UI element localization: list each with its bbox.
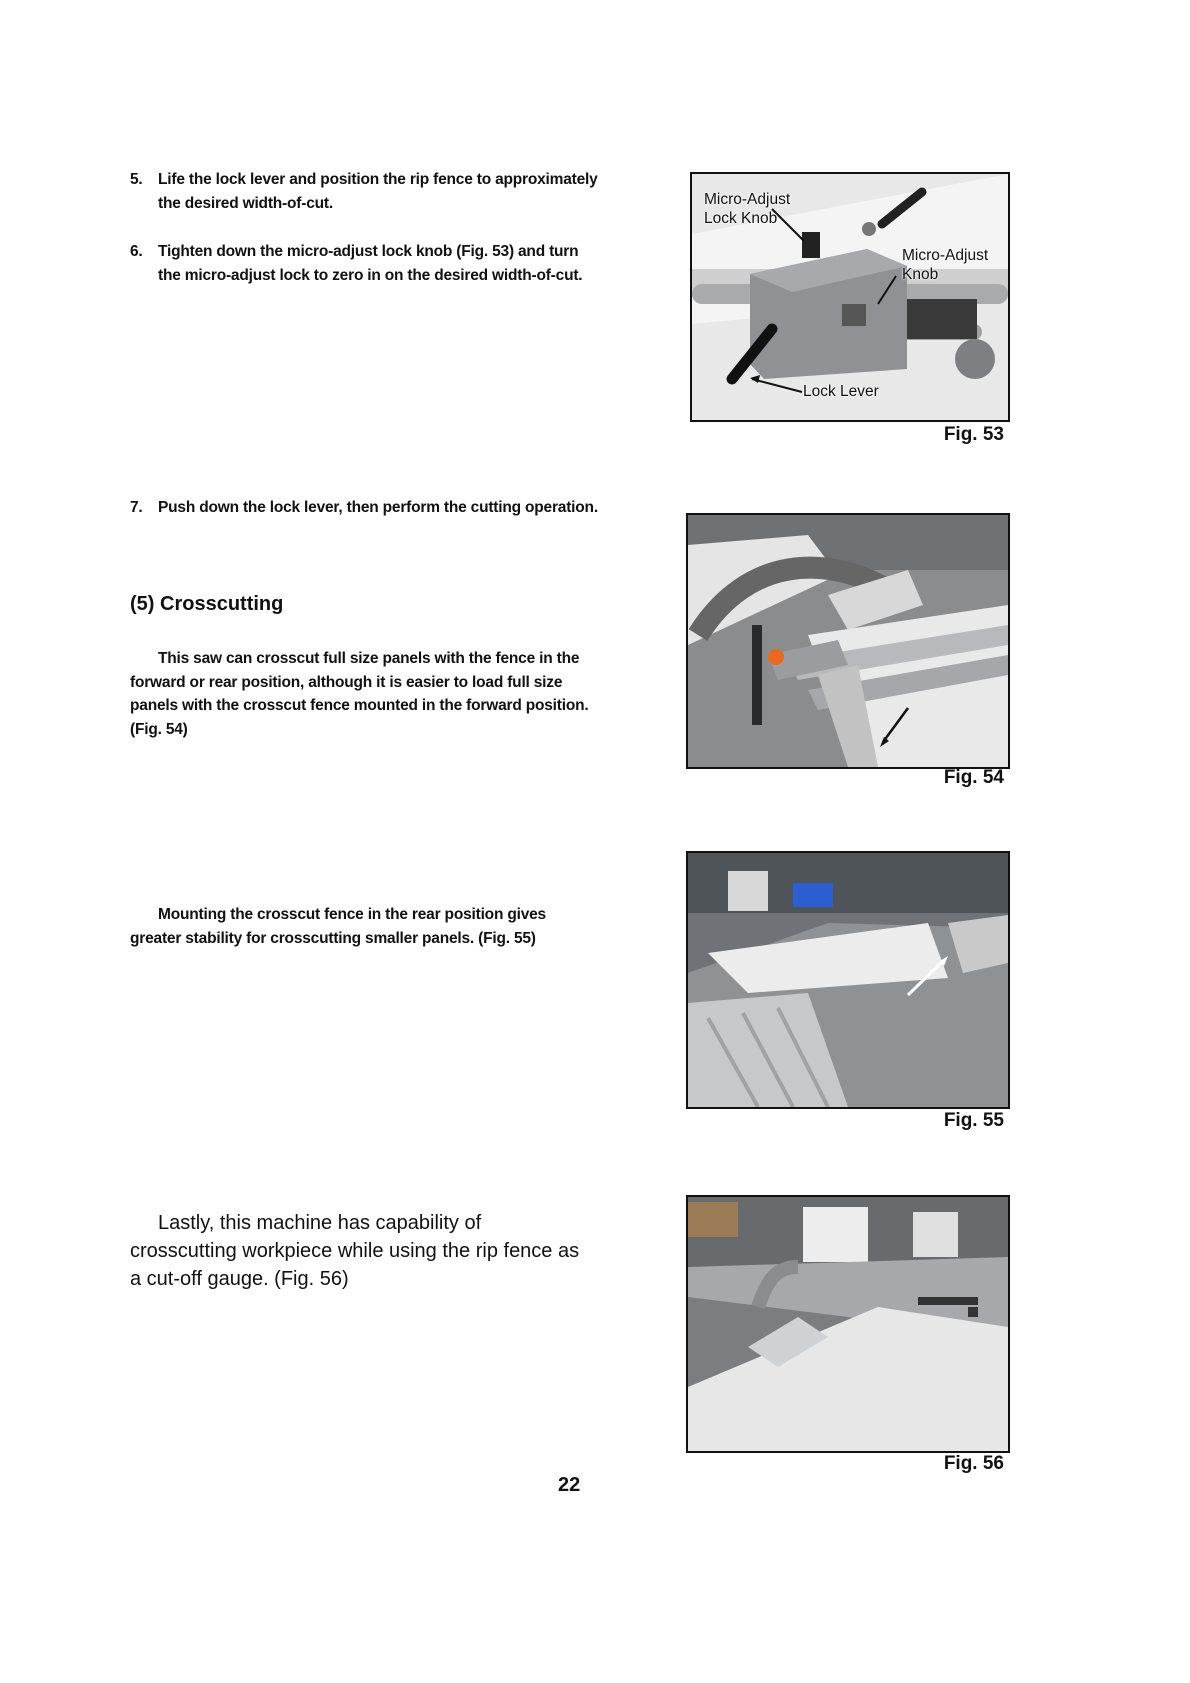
fig56-caption: Fig. 56 — [943, 1453, 1004, 1474]
step-7-text: Push down the lock lever, then perform the cutting operation. — [158, 499, 598, 516]
callout-micro-adjust-lock-knob — [704, 190, 790, 228]
fig55-caption: Fig. 55 — [943, 1110, 1004, 1131]
step-5-text: Life the lock lever and position the rip fence to approximately the desired width-of-cut. — [158, 171, 598, 212]
callout-adjust-knob-line-2: Knob — [902, 266, 939, 283]
figure-53-rip-fence-photo — [690, 172, 1010, 422]
fig54-illustration — [688, 515, 1008, 767]
paragraph-full-size-panels: This saw can crosscut full size panels with the fence in the forward or rear position, although it is easier to load full size panels with the crosscut fence mounted in the forward position. (Fig. 54) — [130, 650, 589, 738]
fig53-caption: Fig. 53 — [943, 424, 1004, 445]
paragraph-cut-off-gauge: Lastly, this machine has capability of crosscutting workpiece while using the rip fence as a cut-off gauge. (Fig. 56) — [130, 1212, 580, 1290]
fig54-caption: Fig. 54 — [943, 767, 1004, 788]
step-5 — [130, 168, 610, 218]
step-6-number: 6. — [130, 243, 143, 260]
fig56-illustration — [688, 1197, 1008, 1451]
callout-lock-knob-line-1: Micro-Adjust — [704, 191, 791, 208]
figure-54-crosscut-forward-photo — [686, 513, 1010, 769]
callout-micro-adjust-knob — [902, 246, 988, 284]
step-5-number: 5. — [130, 171, 143, 188]
figure-55-crosscut-rear-photo — [686, 851, 1010, 1109]
callout-adjust-knob-line-1: Micro-Adjust — [902, 247, 989, 264]
page-number: 22 — [558, 1474, 581, 1496]
section-heading: (5) Crosscutting — [130, 593, 284, 615]
fig55-illustration — [688, 853, 1008, 1107]
step-7-number: 7. — [130, 499, 143, 516]
callout-lock-lever: Lock Lever — [803, 383, 879, 400]
figure-56-cut-off-gauge-photo — [686, 1195, 1010, 1453]
step-6-text: Tighten down the micro-adjust lock knob (Fig. 53) and turn the micro-adjust lock to zero in on the desired width-of-cut. — [158, 243, 583, 284]
callout-lock-knob-line-2: Lock Knob — [704, 210, 778, 227]
step-7 — [130, 496, 650, 522]
paragraph-rear-position: Mounting the crosscut fence in the rear position gives greater stability for crosscutting smaller panels. (Fig. 55) — [130, 906, 546, 947]
step-6 — [130, 240, 610, 315]
